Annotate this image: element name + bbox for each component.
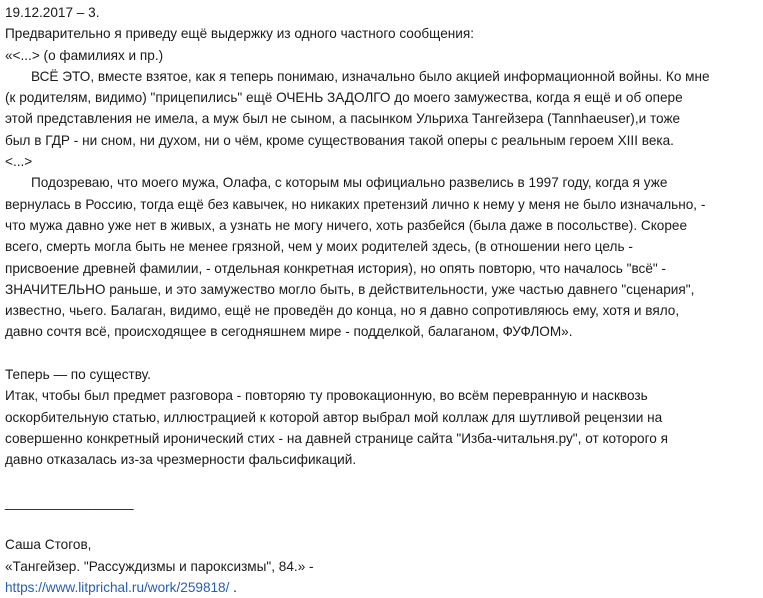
quote-paragraph-1 <box>5 66 761 151</box>
quote-line: Подозреваю, что моего мужа, Олафа, с которым мы официально развелись в 1997 году, когда я уже <box>31 175 668 191</box>
main-line: оскорбительную статью, иллюстрацией к которой автор выбрал мой коллаж для шутливой рецензии на <box>5 409 663 425</box>
source-link[interactable]: https://www.litprichal.ru/work/259818/ <box>5 580 230 596</box>
main-line: совершенно конкретный иронический стих - на давней странице сайта "Изба-читальня.ру", от которого я <box>5 430 668 446</box>
quote-line: (к родителям, видимо) "прицепились" ещё ОЧЕНЬ ЗАДОЛГО до моего замужества, когда я ещё и об опере <box>5 90 683 106</box>
signature-author: Саша Стогов, <box>5 537 92 553</box>
main-line: давно отказалась из-за чрезмерности фальсификаций. <box>5 452 357 468</box>
quote-line: давно сочтя всё, происходящее в сегодняшнем мире - подделкой, балаганом, ФУФЛОМ». <box>5 324 573 340</box>
quote-line: всего, смерть могла быть не менее грязной, чем у моих родителей здесь, (в отношении него цель - <box>5 239 633 255</box>
quote-line: что мужа давно уже нет в живых, а узнать не могу ничего, хоть разбейся (была даже в посольстве). Скорее <box>5 217 688 233</box>
separator-rule: _________________ <box>5 494 134 510</box>
quote-ellipsis: <...> <box>5 154 33 170</box>
quote-line: ЗНАЧИТЕЛЬНО раньше, и это замужество могло быть, в действительности, уже частью давнего "сценария", <box>5 281 695 297</box>
main-line: Итак, чтобы был предмет разговора - повторяю ту провокационную, во всём перевранную и насквозь <box>5 388 648 404</box>
link-tail: . <box>229 580 237 596</box>
quote-line: присвоение древней фамилии, - отдельная конкретная история), но опять повторю, что началось "всё" - <box>5 260 667 276</box>
intro-lead: Предварительно я приведу ещё выдержку из одного частного сообщения: <box>5 26 475 42</box>
signature-link-line <box>5 577 761 598</box>
quote-line: вернулась в Россию, тогда ещё без кавычек, но никаких претензий лично к нему у меня не было изначально, - <box>5 196 706 212</box>
signature-block <box>5 534 761 598</box>
quote-open: «<...> (о фамилиях и пр.) <box>5 47 164 63</box>
paragraph-gap <box>5 471 761 492</box>
section-heading: Теперь — по существу. <box>5 367 151 383</box>
paragraph-gap <box>5 513 761 534</box>
quote-line: этой представления не имела, а муж был не сыном, а пасынком Ульриха Тангейзера (Tannhaeuser),и тоже <box>5 111 681 127</box>
quote-paragraph-2 <box>5 172 761 342</box>
main-paragraph <box>5 385 761 470</box>
post-date: 19.12.2017 – 3. <box>5 5 100 20</box>
paragraph-gap <box>5 343 761 364</box>
document-body <box>5 2 761 598</box>
signature-source: «Тангейзер. "Рассуждизмы и пароксизмы", 84.» - <box>5 558 314 574</box>
quote-line: был в ГДР - ни сном, ни духом, ни о чём, кроме существования такой оперы с реальным героем XIII века. <box>5 132 674 148</box>
quote-line: ВСЁ ЭТО, вместе взятое, как я теперь понимаю, изначально было акцией информационной войны. Ко мне <box>31 68 710 84</box>
quote-line: известно, чьего. Балаган, видимо, ещё не проведён до конца, но я давно сопротивляюсь ему, хотя и вяло, <box>5 303 680 319</box>
